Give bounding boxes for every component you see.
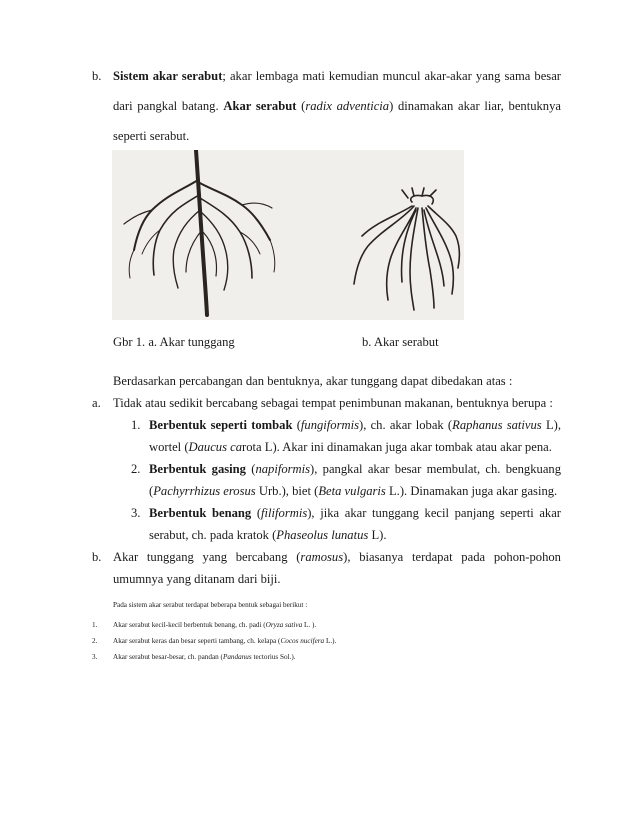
section-b-title: Sistem akar serabut [113,69,223,83]
list-b-marker: b. [92,550,102,564]
item-2-latin: napiformis [255,462,311,476]
item-2-l2b: Urb.), biet ( [255,484,319,498]
section-b-term: Akar serabut [223,99,297,113]
serabut-item-1-num: 1. [92,621,98,629]
fibrous-root-drawing [354,188,459,310]
serabut-intro: Pada sistem akar serabut terdapat beberapa bentuk sebagai berikut : [113,601,308,609]
item-1-l2b: rota L). Akar ini dinamakan juga akar tombak atau akar pena. [242,440,552,454]
item-3-l2-latin: Phaseolus lunatus [276,528,369,542]
serabut-item-3-latin: Pandanus [222,653,252,661]
item-2-bold: Berbentuk gasing [149,462,246,476]
serabut-item-1-latin: Oryza sativa [265,621,303,629]
figure-caption-right: b. Akar serabut [362,335,439,349]
taproot-drawing [124,150,275,315]
list-a-item-3-line-1 [149,501,561,525]
serabut-item-2-a: Akar serabut keras dan besar seperti tambang, ch. kelapa ( [113,637,281,645]
list-a-item-1-line-1 [149,413,561,437]
list-b-line-2: umumnya yang ditanam dari biji. [113,572,281,586]
serabut-item-2-latin: Cocos nucifera [280,637,325,645]
item-1-t2: ), ch. akar lobak ( [359,418,453,432]
item-2-l2-latin-1: Pachyrrhizus erosus [153,484,256,498]
list-a-item-2-num: 2. [131,462,141,476]
item-2-t1: ( [245,462,256,476]
section-b-line2-e: ) dinamakan akar liar, bentuknya [389,99,561,113]
item-1-latin-2: Raphanus sativus [452,418,542,432]
list-a-item-2-line-2 [149,479,557,503]
serabut-item-2-b: L.). [324,637,337,645]
list-a-marker: a. [92,396,101,410]
item-2-l2-latin-2: Beta vulgaris [318,484,386,498]
item-2-l2c: L.). Dinamakan juga akar gasing. [385,484,558,498]
item-3-t1: ( [251,506,262,520]
item-3-t2: ), jika akar tunggang kecil panjang seperti akar [307,506,561,520]
list-b-t1: Akar tunggang yang bercabang ( [113,550,301,564]
serabut-item-3-a: Akar serabut besar-besar, ch. pandan ( [113,653,223,661]
list-b-latin: ramosus [300,550,344,564]
figure-caption-left: Gbr 1. a. Akar tunggang [113,335,235,349]
list-a-item-1-num: 1. [131,418,141,432]
list-b-t2: ), biasanya terdapat pada pohon-pohon [343,550,561,564]
item-3-l2a: serabut, ch. pada kratok ( [149,528,277,542]
section-b-line-3: seperti serabut. [113,129,190,143]
item-2-t2: ), pangkal akar besar membulat, ch. bengkuang [310,462,561,476]
list-a-item-1-line-2 [149,435,552,459]
item-3-latin: filiformis [261,506,308,520]
serabut-item-3-num: 3. [92,653,98,661]
list-a-text: Tidak atau sedikit bercabang sebagai tempat penimbunan makanan, bentuknya berupa : [113,396,553,410]
serabut-item-3 [113,652,296,662]
section-b-line-1 [113,64,561,88]
list-a-item-3-num: 3. [131,506,141,520]
root-figure [112,150,464,320]
item-1-t1: ( [292,418,301,432]
item-1-bold: Berbentuk seperti tombak [149,418,293,432]
list-a-item-2-line-1 [149,457,561,481]
section-b-line-2 [113,94,561,118]
item-3-l2b: L). [368,528,387,542]
section-b-line1-text: ; akar lembaga mati kemudian muncul akar-akar yang sama besar [222,69,561,83]
item-1-t3: L), [541,418,561,432]
section-b-latin: radix adventicia [305,99,390,113]
serabut-item-2-num: 2. [92,637,98,645]
serabut-item-3-b: tectorius Sol.). [251,653,296,661]
list-b-line-1 [113,545,561,569]
section-b-marker: b. [92,69,102,83]
serabut-item-2 [113,636,336,646]
item-3-bold: Berbentuk benang [149,506,252,520]
item-1-l2-latin: Daucus ca [188,440,243,454]
item-1-latin: fungiformis [300,418,359,432]
item-2-l2a: ( [149,484,154,498]
serabut-item-1-b: L. ). [302,621,317,629]
serabut-item-1 [113,620,316,630]
list-a-item-3-line-2 [149,523,387,547]
item-1-l2a: wortel ( [149,440,189,454]
serabut-item-1-a: Akar serabut kecil-kecil berbentuk benang, ch. padi ( [113,621,266,629]
root-illustration [112,150,464,320]
intro-text: Berdasarkan percabangan dan bentuknya, akar tunggang dapat dibedakan atas : [113,374,513,388]
section-b-line2-a: dari pangkal batang. [113,99,224,113]
section-b-line2-c: ( [296,99,306,113]
